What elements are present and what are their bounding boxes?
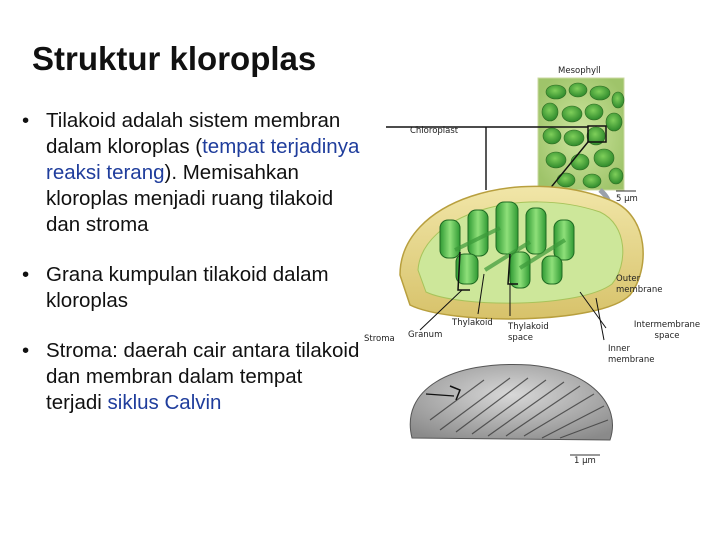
- bullet-text: Grana kumpulan tilakoid dalam kloroplas: [46, 263, 329, 312]
- bullet-thylakoid: [20, 108, 360, 238]
- bullet-dot: •: [22, 339, 30, 362]
- bullet-text: Stroma: daerah cair antara tilakoid dan membran dalam tempat terjadi: [46, 339, 360, 414]
- label-thylakoid-space: Thylakoid space: [508, 322, 549, 343]
- bullet-dot: •: [22, 109, 30, 132]
- bullet-highlight: siklus Calvin: [107, 391, 222, 414]
- bullet-list: [20, 108, 360, 416]
- electron-micrograph: [410, 364, 612, 455]
- label-outer-membrane: Outer membrane: [616, 274, 663, 295]
- label-stroma: Stroma: [364, 334, 395, 344]
- label-mesophyll: Mesophyll: [558, 66, 601, 76]
- bullet-text: Tilakoid adalah sistem membran dalam kloroplas (: [46, 109, 341, 158]
- bullet-grana: [20, 262, 360, 314]
- bullet-text: ). Memisahkan kloroplas menjadi ruang tilakoid dan stroma: [46, 161, 334, 236]
- chloroplast-diagram: [360, 60, 720, 480]
- bullet-stroma: [20, 338, 360, 416]
- label-intermembrane-space: Intermembrane space: [633, 320, 701, 341]
- slide-title: Struktur kloroplas: [32, 40, 317, 77]
- chloroplast-illustration: [400, 186, 643, 319]
- label-inner-membrane: Inner membrane: [608, 344, 655, 365]
- label-granum: Granum: [408, 330, 443, 340]
- bullet-highlight: tempat terjadinya reaksi terang: [46, 135, 360, 184]
- label-chloroplast: Chloroplast: [410, 126, 459, 136]
- bullet-dot: •: [22, 263, 30, 286]
- label-scale-top: 5 µm: [616, 194, 638, 204]
- label-thylakoid: Thylakoid: [452, 318, 493, 328]
- label-scale-bottom: 1 µm: [574, 456, 596, 466]
